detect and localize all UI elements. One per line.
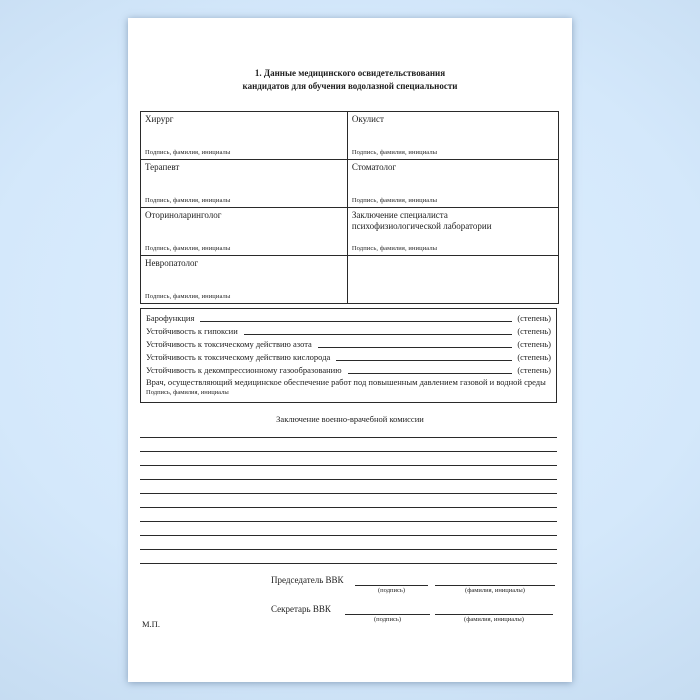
sign-hint: (подпись) xyxy=(378,587,405,594)
form-page xyxy=(128,18,572,682)
specialist-label: Невропатолог xyxy=(145,258,199,268)
resistance-label: Устойчивость к декомпрессионному газообразованию xyxy=(146,365,342,375)
degree-label: (степень) xyxy=(517,365,551,375)
cell-empty xyxy=(348,256,558,303)
form-title-line1: 1. Данные медицинского освидетельствования xyxy=(254,68,446,78)
fill-in-line xyxy=(200,321,512,322)
signature-hint: Подпись, фамилия, инициалы xyxy=(146,388,229,396)
chairman-sign-field xyxy=(355,574,428,595)
signature-line xyxy=(355,574,428,586)
chairman-name-field xyxy=(435,574,555,595)
specialists-table xyxy=(140,111,559,304)
chairman-label: Председатель ВВК xyxy=(271,575,344,585)
signature-hint: Подпись, фамилия, инициалы xyxy=(351,245,438,252)
resistance-row xyxy=(146,311,551,324)
signature-hint: Подпись, фамилия, инициалы xyxy=(351,197,438,204)
resistance-label: Устойчивость к гипоксии xyxy=(146,326,238,336)
degree-label: (степень) xyxy=(517,326,551,336)
resistance-label: Барофункция xyxy=(146,313,195,323)
conclusion-heading: Заключение военно-врачебной комиссии xyxy=(276,414,424,424)
resistance-row xyxy=(146,363,551,376)
name-hint: (фамилия, инициалы) xyxy=(464,616,524,623)
specialist-label: Заключение специалиста психофизиологической лаборатории xyxy=(351,210,492,231)
ruled-line xyxy=(140,480,557,494)
degree-label: (степень) xyxy=(517,339,551,349)
cell-psychophysiology-conclusion xyxy=(348,208,558,255)
sign-hint: (подпись) xyxy=(374,616,401,623)
ruled-line xyxy=(140,522,557,536)
secretary-sign-field xyxy=(345,603,430,624)
cell-surgeon xyxy=(141,112,348,159)
ruled-lines xyxy=(140,424,557,564)
table-row xyxy=(141,208,558,256)
signature-hint: Подпись, фамилия, инициалы xyxy=(145,293,231,300)
ruled-line xyxy=(140,424,557,438)
stamp-placeholder: М.П. xyxy=(142,619,160,629)
cell-neurologist xyxy=(141,256,348,303)
secretary-name-field xyxy=(435,603,553,624)
fill-in-line xyxy=(244,334,513,335)
specialist-label: Окулист xyxy=(351,114,384,124)
ruled-line xyxy=(140,494,557,508)
ruled-line xyxy=(140,550,557,564)
name-hint: (фамилия, инициалы) xyxy=(465,587,525,594)
resistance-row xyxy=(146,324,551,337)
ruled-line xyxy=(140,466,557,480)
form-title-line2: кандидатов для обучения водолазной специальности xyxy=(242,81,458,91)
signature-line xyxy=(435,603,553,615)
table-row xyxy=(141,160,558,208)
chairman-signature-row xyxy=(271,574,555,595)
signature-hint: Подпись, фамилия, инициалы xyxy=(351,149,438,156)
ruled-line xyxy=(140,452,557,466)
resistance-row xyxy=(146,350,551,363)
doctor-note: Врач, осуществляющий медицинское обеспечение работ под повышенным давлением газовой и водной среды xyxy=(146,377,546,387)
ruled-line xyxy=(140,536,557,550)
ruled-line xyxy=(140,508,557,522)
signature-line xyxy=(435,574,555,586)
signature-line xyxy=(345,603,430,615)
resistance-label: Устойчивость к токсическому действию кислорода xyxy=(146,352,331,362)
fill-in-line xyxy=(318,347,513,348)
cell-therapist xyxy=(141,160,348,207)
specialist-label: Оториноларинголог xyxy=(145,210,222,220)
signature-hint: Подпись, фамилия, инициалы xyxy=(145,149,231,156)
cell-dentist xyxy=(348,160,558,207)
fill-in-line xyxy=(336,360,512,361)
specialist-label: Хирург xyxy=(145,114,174,124)
ruled-line xyxy=(140,438,557,452)
secretary-label: Секретарь ВВК xyxy=(271,604,331,614)
table-row xyxy=(141,112,558,160)
fill-in-line xyxy=(348,373,513,374)
specialist-label: Терапевт xyxy=(145,162,180,172)
secretary-signature-row xyxy=(271,603,553,624)
form-title xyxy=(128,67,572,93)
table-row xyxy=(141,256,558,303)
specialist-label: Стоматолог xyxy=(351,162,397,172)
resistance-section xyxy=(140,308,557,403)
degree-label: (степень) xyxy=(517,352,551,362)
degree-label: (степень) xyxy=(517,313,551,323)
cell-otolaryngologist xyxy=(141,208,348,255)
resistance-row xyxy=(146,337,551,350)
signature-hint: Подпись, фамилия, инициалы xyxy=(145,245,231,252)
cell-oculist xyxy=(348,112,558,159)
signature-hint: Подпись, фамилия, инициалы xyxy=(145,197,231,204)
resistance-label: Устойчивость к токсическому действию азота xyxy=(146,339,312,349)
